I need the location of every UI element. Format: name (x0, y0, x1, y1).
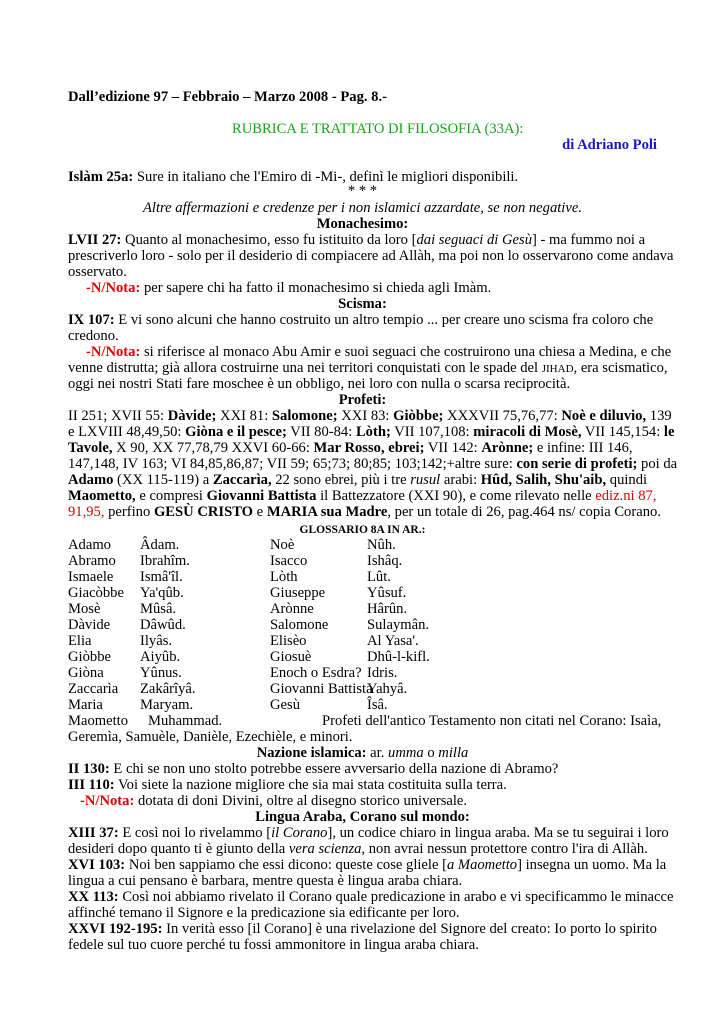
glossary-arabic-name: Ilyâs. (140, 633, 173, 649)
lingua-line-1 (68, 825, 669, 841)
text-span: 139 (646, 408, 672, 424)
glossary-italian-name: Mosè (68, 601, 101, 617)
text-span: e compresi (135, 488, 207, 504)
text-span: Giovanni Battista (206, 488, 317, 504)
lingua-line-5 (68, 889, 673, 905)
text-span: 22 sono ebrei, più i tre (271, 472, 411, 488)
text-span: XXI 83: (337, 408, 394, 424)
glossary-italian-name: Enoch o Esdra? (270, 665, 362, 681)
verse-ref: XVI 103: (68, 857, 126, 873)
scisma-line-2: credono. (68, 328, 119, 344)
text-span: XXI 81: (216, 408, 272, 424)
text-span: In verità esso [il Corano] è una rivelazione del Signore del creato: Io porto lo spirito (162, 921, 657, 937)
text-span: si riferisce al monaco Abu Amir e suoi seguaci che costruirono una chiesa a Medina, e che (140, 344, 672, 360)
glossary-italian-name: Zaccarìa (68, 681, 119, 697)
glossary-italian-name: Lòth (270, 569, 298, 585)
text-span: Arònne; (481, 440, 534, 456)
text-span: quindi (606, 472, 648, 488)
glossary-arabic-name: Ishâq. (367, 553, 403, 569)
glossary-arabic-name: Yûnus. (140, 665, 182, 681)
glossary-arabic-name: Idris. (367, 665, 398, 681)
text-span: le (663, 424, 675, 440)
glossary-arabic-name: Mûsâ. (140, 601, 177, 617)
nota-label: -N/Nota: (86, 344, 141, 360)
glossary-arabic-name: Âdam. (140, 537, 180, 553)
glossary-arabic-name: Dâwûd. (140, 617, 186, 633)
profeti-line-5 (68, 472, 647, 488)
profeti-line-1 (68, 408, 672, 424)
glossary-last-row (68, 713, 662, 729)
glossary-italian-name: Elia (68, 633, 92, 649)
monachesimo-line-2: prescriverlo loro - solo per il desiderio di compiacere ad Allàh, ma poi non lo osservarono come andava (68, 248, 674, 264)
text-span: ] - ma fummo noi a (532, 232, 646, 248)
glossary-note: Profeti dell'antico Testamento non citati nel Corano: Isaìa, (322, 713, 662, 729)
rubric-title: RUBRICA E TRATTATO DI FILOSOFIA (33A): (232, 121, 524, 137)
scisma-ref: IX 107: (68, 312, 115, 328)
monachesimo-line-3: osservato. (68, 264, 127, 280)
stars-separator: * * * (347, 183, 378, 199)
text-span: MARIA sua Madre (266, 504, 388, 520)
text-span: Mar Rosso, ebrei; (313, 440, 425, 456)
text-span: Giòbbe; (393, 408, 444, 424)
scisma-line-1 (68, 312, 653, 328)
intro-ref: Islàm 25a: (68, 169, 134, 185)
section-heading-lingua: Lingua Araba, Corano sul mondo: (255, 809, 470, 825)
text-span: E vi sono alcuni che hanno costruito un altro tempio ... per creare uno scisma fra coloro che (114, 312, 654, 328)
text-span: Così noi abbiamo rivelato il Corano quale predicazione in arabo e vi specificammo le minacce (118, 889, 674, 905)
glossary-italian-name: Giacòbbe (68, 585, 124, 601)
glossary-arabic-name: Yahyâ. (367, 681, 408, 697)
glossary-arabic-name: Ya'qûb. (140, 585, 184, 601)
section-heading-profeti: Profeti: (338, 392, 387, 408)
scisma-nota-line-3: oggi nei nostri Stati fare moschee è un obbligo, nei loro con nulla o scarsa reciprocità. (68, 376, 571, 392)
text-span: , non avrai nessun protettore contro l'ira di Allàh. (361, 841, 648, 857)
text-span: , era scismatico, (573, 360, 668, 376)
glossary-italian-name: Salomone (270, 617, 329, 633)
text-span: venne distrutta; già allora costruirne una nei territori conquistati con le spade del (68, 360, 542, 376)
nota-label: -N/Nota: (80, 793, 135, 809)
glossary-arabic-name: Maryam. (140, 697, 194, 713)
profeti-line-4 (68, 456, 677, 472)
text-span: miracoli di Mosè, (473, 424, 582, 440)
text-span: X 90, XX 77,78,79 XXVI 60-66: (112, 440, 314, 456)
text-span: e LXVIII 48,49,50: (68, 424, 186, 440)
section-heading-nazione (0, 745, 725, 761)
verse-ref: XIII 37: (68, 825, 119, 841)
text-span: Giòna e il pesce; (185, 424, 287, 440)
text-span: VII 107,108: (390, 424, 474, 440)
glossary-arabic-name: Nûh. (367, 537, 396, 553)
scisma-nota-line-2 (68, 360, 668, 377)
text-span: dotata di doni Divini, oltre al disegno storico universale. (134, 793, 468, 809)
text-span: rusul (410, 472, 441, 488)
text-span: E chi se non uno stolto potrebbe essere avversario della nazione di Abramo? (109, 761, 559, 777)
text-span: desideri dopo quanto ti è giunto della (68, 841, 289, 857)
glossary-italian-name: Adamo (68, 537, 111, 553)
text-span: Zaccarìa, (212, 472, 272, 488)
verse-ref: III 110: (68, 777, 115, 793)
text-span: umma (388, 745, 424, 761)
glossary-italian-name: Giuseppe (270, 585, 326, 601)
text-span: 91,95, (68, 504, 105, 520)
glossary-title: GLOSSARIO 8A IN AR.: (299, 524, 426, 536)
text-span: 147,148, IV 163; VI 84,85,86,87; VII 59; 65;73; 80;85; 103;142;+altre sure: (68, 456, 517, 472)
text-span: Tavole, (68, 440, 113, 456)
lingua-line-8: fedele sul tuo cuore perché tu fossi ammonitore in lingua araba chiara. (68, 937, 479, 953)
text-span: e (253, 504, 267, 520)
text-span: Voi siete la nazione migliore che sia mai stata costituita sulla terra. (114, 777, 507, 793)
glossary-italian-name: Abramo (68, 553, 116, 569)
glossary-italian-name: Maometto (68, 713, 128, 729)
edition-line: Dall’edizione 97 – Febbraio – Marzo 2008 - Pag. 8.- (68, 89, 387, 105)
verse-ref: XX 113: (68, 889, 119, 905)
text-span: XXXVII 75,76,77: (443, 408, 562, 424)
glossary-italian-name: Maria (68, 697, 103, 713)
text-span: il Corano (271, 825, 328, 841)
text-span: Nazione islamica: (256, 745, 367, 761)
text-span: GESÙ CRISTO (153, 504, 254, 520)
text-span: ] insegna un uomo. Ma la (517, 857, 667, 873)
glossary-arabic-name: Sulaymân. (367, 617, 430, 633)
section-heading-scisma: Scisma: (338, 296, 387, 312)
nota-label: -N/Nota: (86, 280, 141, 296)
glossary-arabic-name: Zakârîyâ. (140, 681, 196, 697)
glossary-arabic-name: Ibrahîm. (140, 553, 190, 569)
text-span: VII 142: (424, 440, 482, 456)
glossary-italian-name: Isacco (270, 553, 308, 569)
lingua-line-4: lingua a cui pensano è barbara, mentre questa è lingua araba chiara. (68, 873, 463, 889)
glossary-italian-name: Arònne (270, 601, 314, 617)
intro-text: Sure in italiano che l'Emiro di -Mi-, definì le migliori disponibili. (133, 169, 519, 185)
jihad-term: JIHAD (541, 363, 574, 375)
lingua-line-6: affinché temano il Signore e la predicazione sia edificante per loro. (68, 905, 460, 921)
text-span: ediz.ni 87, (595, 488, 657, 504)
text-span: dai seguaci di Gesù (416, 232, 533, 248)
glossary-arabic-name: Lût. (367, 569, 391, 585)
glossary-note-line-2: Geremìa, Samuèle, Danièle, Ezechièle, e minori. (68, 729, 353, 745)
scisma-nota-line-1 (86, 344, 671, 360)
monachesimo-nota (86, 280, 491, 296)
text-span: Hûd, Salih, Shu'aib, (480, 472, 607, 488)
lingua-line-3 (68, 857, 666, 873)
text-span: con serie di profeti; (516, 456, 638, 472)
intro-subtitle: Altre affermazioni e credenze per i non islamici azzardate, se non negative. (143, 200, 582, 216)
text-span: arabi: (440, 472, 481, 488)
text-span: , per un totale di 26, pag.464 ns/ copia Corano. (387, 504, 661, 520)
text-span: Salomone; (271, 408, 338, 424)
glossary-arabic-name: Al Yasa'. (367, 633, 419, 649)
text-span: VII 80-84: (286, 424, 356, 440)
verse-ref: XXVI 192-195: (68, 921, 163, 937)
profeti-line-7 (68, 504, 661, 520)
text-span: Maometto, (68, 488, 136, 504)
author-line: di Adriano Poli (562, 137, 657, 153)
text-span: Quanto al monachesimo, esso fu istituito da loro [ (121, 232, 417, 248)
lingua-line-2 (68, 841, 648, 857)
glossary-arabic-name: Îsâ. (367, 697, 388, 713)
profeti-line-6 (68, 488, 656, 504)
verse-ref: II 130: (68, 761, 110, 777)
glossary-arabic-name: Muhammad. (148, 713, 223, 729)
profeti-line-2 (68, 424, 674, 440)
nazione-nota (80, 793, 467, 809)
text-span: E così noi lo rivelammo [ (118, 825, 272, 841)
lingua-line-7 (68, 921, 657, 937)
nazione-line-1 (68, 761, 558, 777)
profeti-line-3 (68, 440, 633, 456)
glossary-arabic-name: Yûsuf. (367, 585, 407, 601)
glossary-arabic-name: Aiyûb. (140, 649, 181, 665)
glossary-arabic-name: Ismâ'îl. (140, 569, 183, 585)
glossary-italian-name: Noè (270, 537, 295, 553)
text-span: vera scienza (288, 841, 362, 857)
glossary-italian-name: Giosuè (270, 649, 312, 665)
text-span: (XX 115-119) a (113, 472, 213, 488)
text-span: a Maometto (446, 857, 518, 873)
text-span: poi da (637, 456, 678, 472)
text-span: ar. (366, 745, 389, 761)
glossary-arabic-name: Hârûn. (367, 601, 408, 617)
glossary-italian-name: Dàvide (68, 617, 111, 633)
text-span: Adamo (68, 472, 114, 488)
glossary-italian-name: Gesù (270, 697, 300, 713)
text-span: perfino (104, 504, 154, 520)
glossary-italian-name: Giòbbe (68, 649, 111, 665)
glossary-arabic-name: Dhû-l-kifl. (367, 649, 430, 665)
text-span: Noè e diluvio, (561, 408, 647, 424)
section-heading-monachesimo: Monachesimo: (316, 216, 409, 232)
glossary-italian-name: Elisèo (270, 633, 307, 649)
glossary-italian-name: Giovanni Battista (270, 681, 373, 697)
monachesimo-ref: LVII 27: (68, 232, 122, 248)
text-span: ], un codice chiaro in lingua araba. Ma se tu seguirai i loro (327, 825, 669, 841)
text-span: o (423, 745, 439, 761)
text-span: per sapere chi ha fatto il monachesimo si chieda agli Imàm. (140, 280, 492, 296)
glossary-italian-name: Giòna (68, 665, 104, 681)
text-span: e infine: III 146, (533, 440, 633, 456)
text-span: VII 145,154: (581, 424, 664, 440)
glossary-italian-name: Ismaele (68, 569, 114, 585)
text-span: Noi ben sappiamo che essi dicono: queste cose gliele [ (125, 857, 447, 873)
text-span: Lòth; (355, 424, 391, 440)
text-span: il Battezzatore (XXI 90), e come rilevato nelle (316, 488, 596, 504)
monachesimo-line-1 (68, 232, 645, 248)
nazione-line-2 (68, 777, 507, 793)
text-span: milla (438, 745, 469, 761)
text-span: II 251; XVII 55: (68, 408, 168, 424)
text-span: Dàvide; (167, 408, 217, 424)
